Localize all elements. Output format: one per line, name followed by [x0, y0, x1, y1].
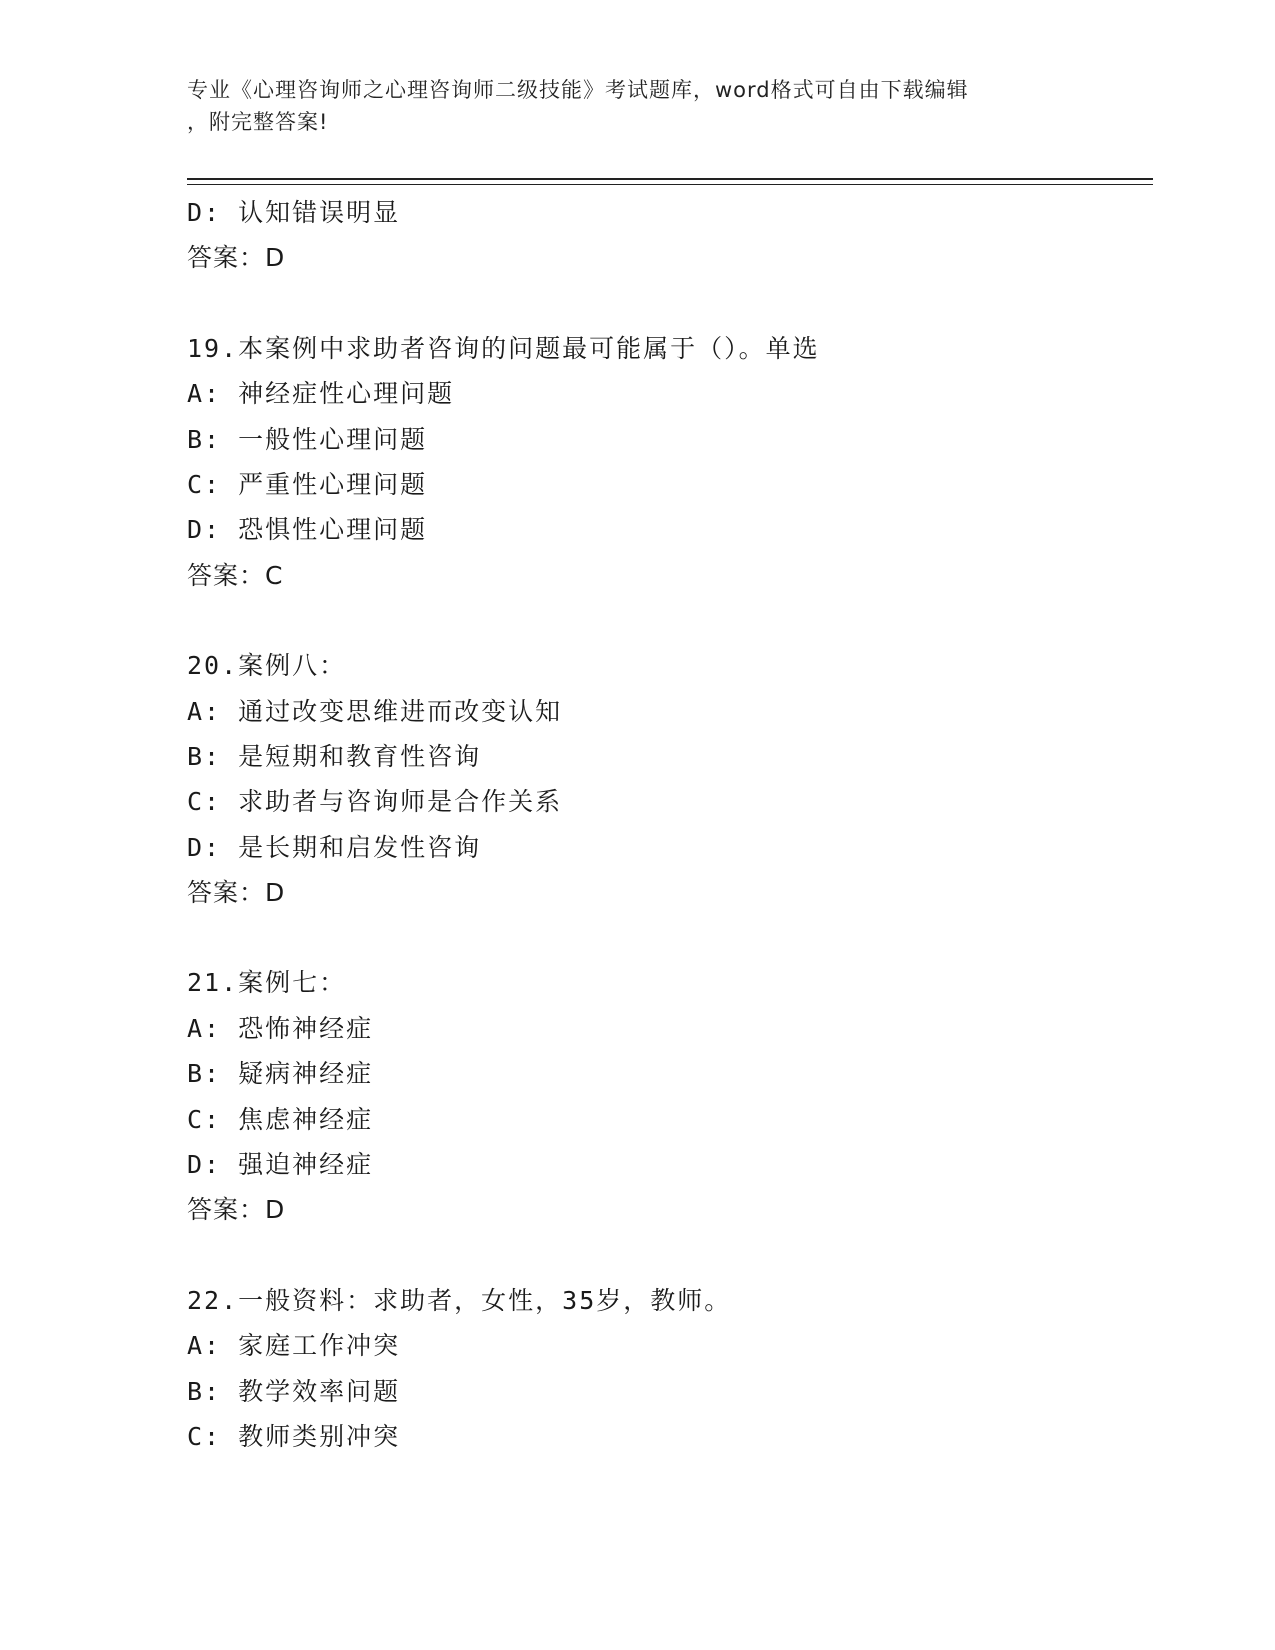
option-d: D: 是长期和启发性咨询	[187, 832, 482, 862]
option-a: A: 家庭工作冲突	[187, 1331, 401, 1361]
answer: 答案：D	[187, 878, 286, 908]
option-d: D: 认知错误明显	[187, 198, 401, 227]
option-a: A: 神经症性心理问题	[187, 379, 455, 409]
option-c: C: 教师类别冲突	[187, 1421, 401, 1451]
answer: 答案：D	[187, 1195, 286, 1225]
question-stem: 22.一般资料：求助者，女性，35岁，教师。	[187, 1285, 732, 1315]
option-c: C: 焦虑神经症	[187, 1104, 374, 1134]
question-stem: 21.案例七：	[187, 968, 347, 998]
question-stem: 19.本案例中求助者咨询的问题最可能属于（）。单选	[187, 333, 820, 363]
spacer	[187, 281, 1147, 326]
header-rule-top	[187, 178, 1153, 180]
option-a: A: 通过改变思维进而改变认知	[187, 696, 563, 726]
question-22	[187, 1278, 1147, 1460]
document-header	[187, 74, 1087, 138]
header-rule-bottom	[187, 184, 1153, 185]
spacer	[187, 598, 1147, 643]
option-d: D: 强迫神经症	[187, 1150, 374, 1180]
question-21	[187, 960, 1147, 1232]
option-d: D: 恐惧性心理问题	[187, 515, 428, 545]
answer: 答案：D	[187, 243, 286, 273]
header-line-1: 专业《心理咨询师之心理咨询师二级技能》考试题库，word格式可自由下载编辑	[187, 78, 969, 102]
question-stem: 20.案例八：	[187, 651, 347, 681]
option-b: B: 是短期和教育性咨询	[187, 741, 482, 771]
question-19	[187, 326, 1147, 598]
option-b: B: 疑病神经症	[187, 1059, 374, 1089]
option-b: B: 教学效率问题	[187, 1376, 401, 1406]
spacer	[187, 915, 1147, 960]
question-list	[187, 190, 1147, 1459]
option-c: C: 求助者与咨询师是合作关系	[187, 787, 563, 817]
question-20	[187, 643, 1147, 915]
option-a: A: 恐怖神经症	[187, 1013, 374, 1043]
spacer	[187, 1233, 1147, 1278]
option-b: B: 一般性心理问题	[187, 424, 428, 454]
header-line-2: ，附完整答案!	[187, 110, 329, 134]
answer: 答案：C	[187, 560, 284, 590]
option-c: C: 严重性心理问题	[187, 469, 428, 499]
